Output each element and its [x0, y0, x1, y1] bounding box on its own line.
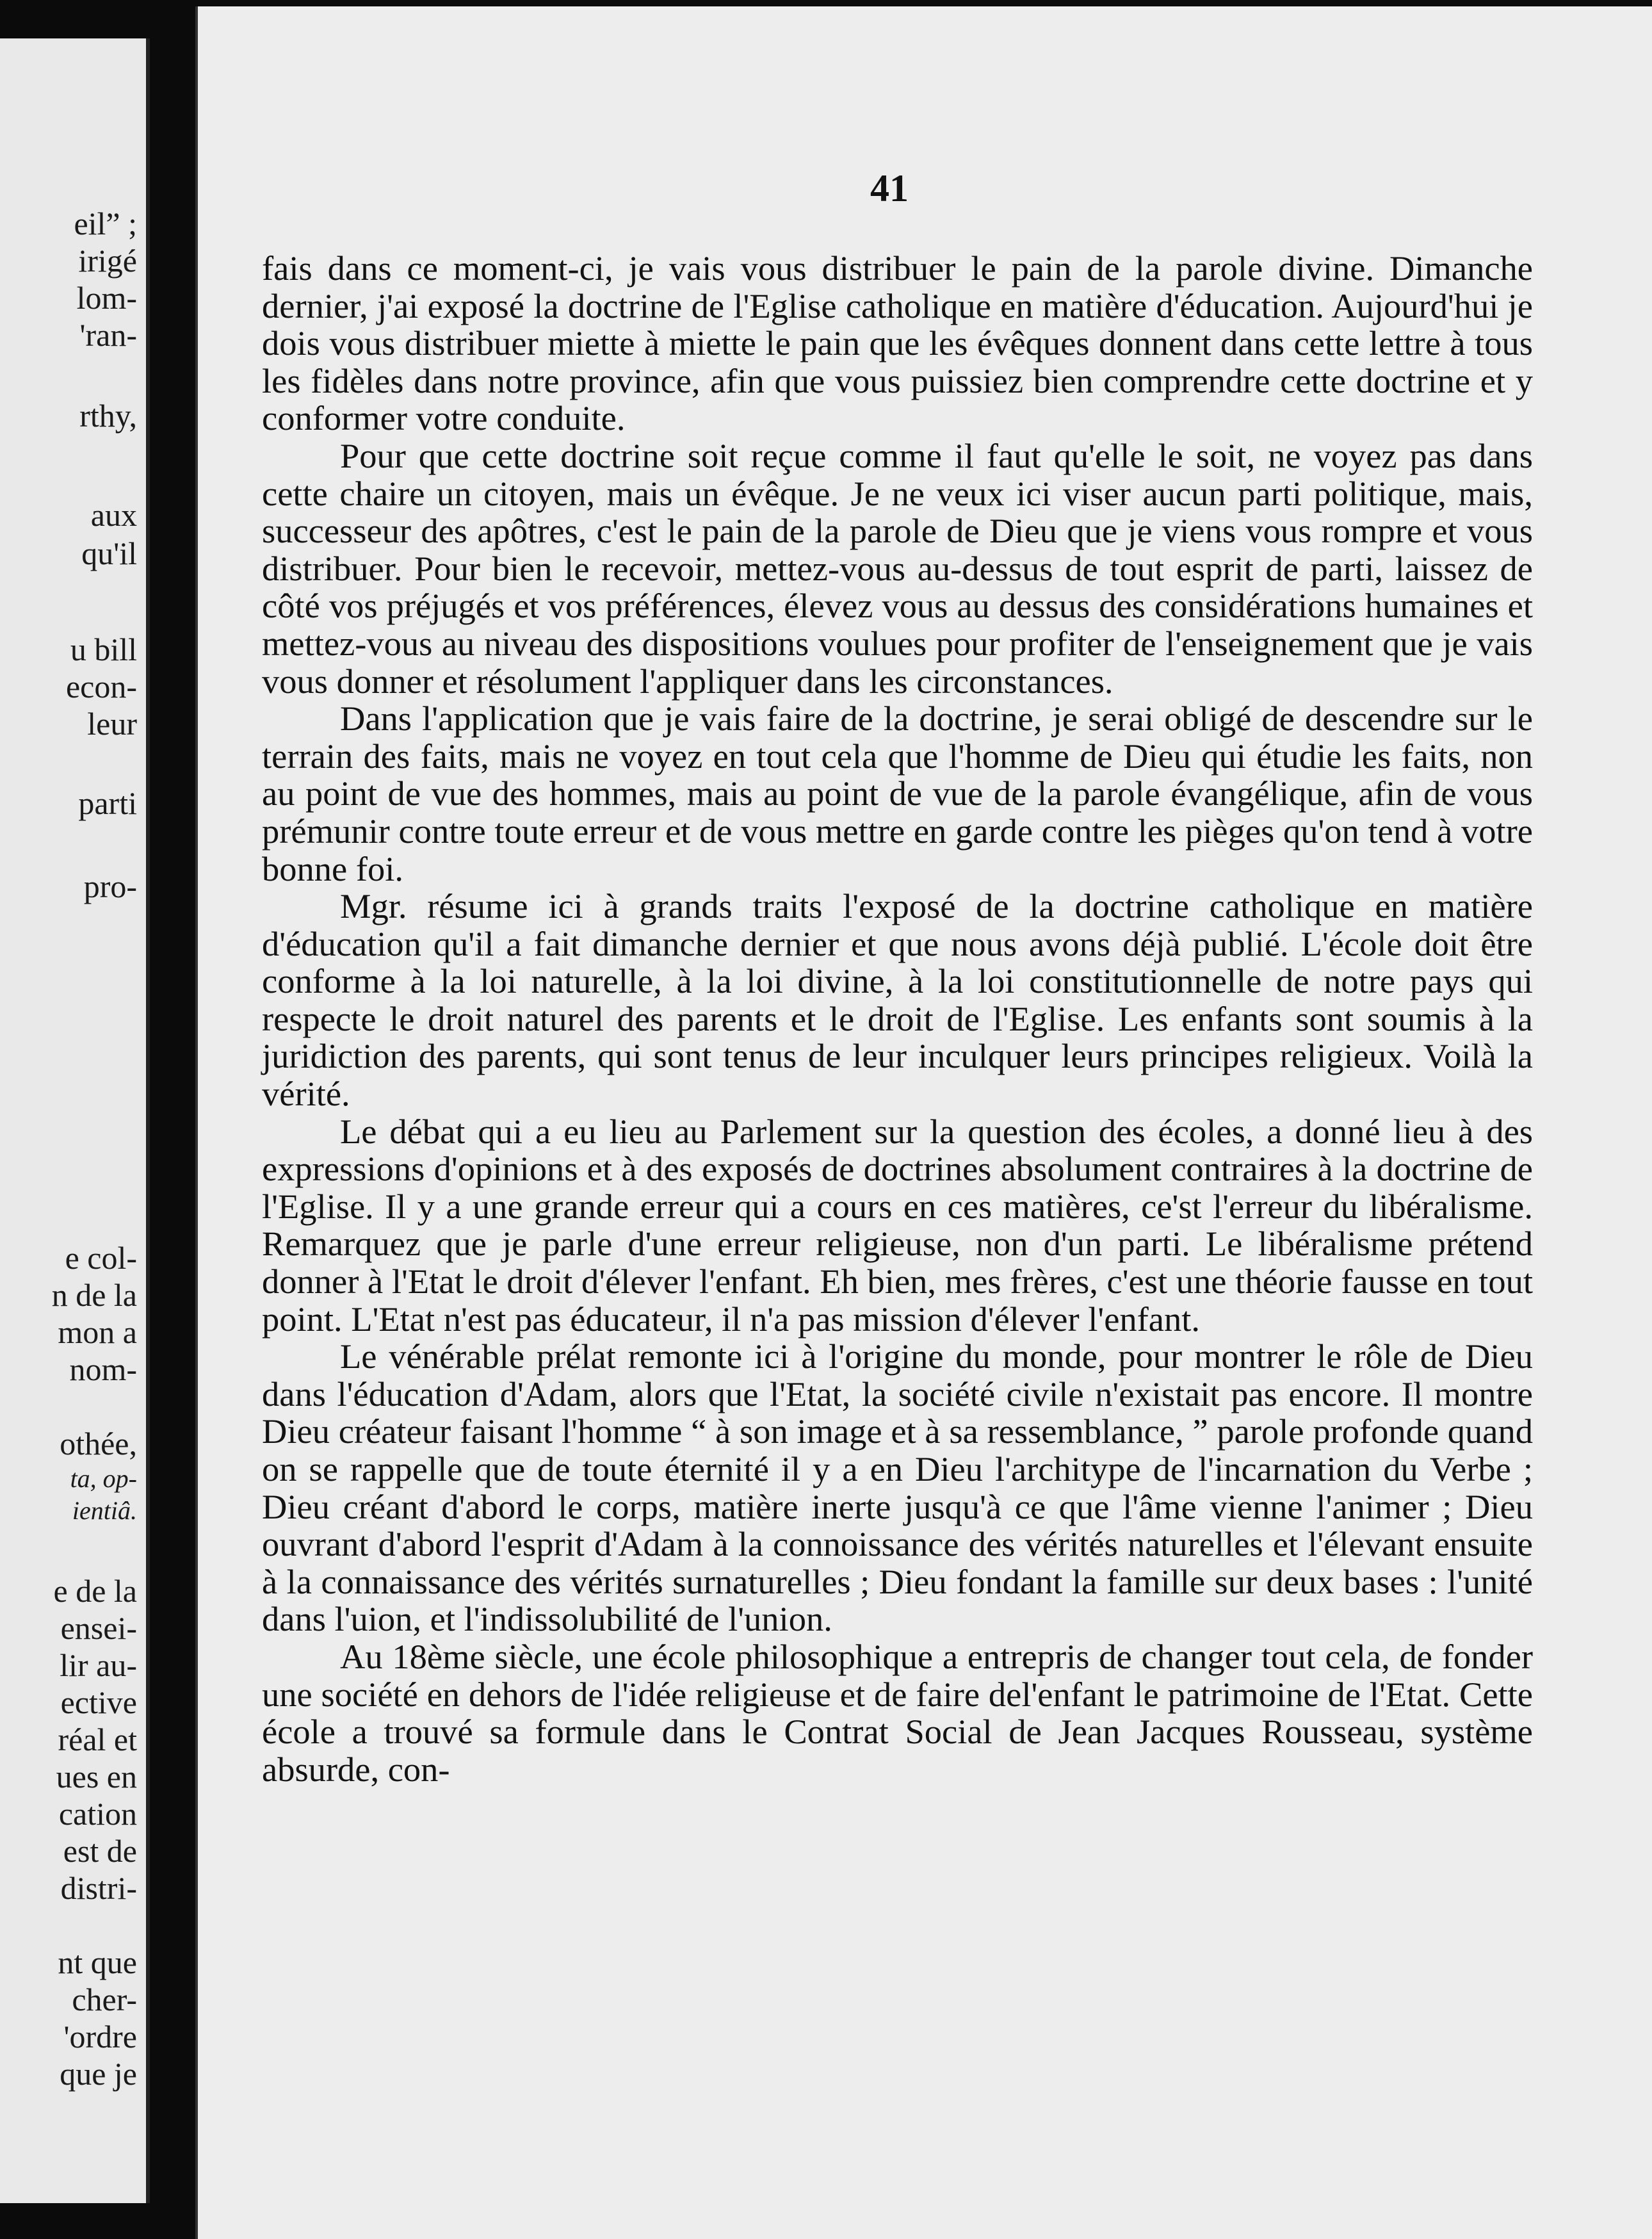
left-page-fragment: leur — [87, 706, 137, 742]
left-page-fragment: othée, — [60, 1426, 137, 1461]
left-page-fragment: lom- — [76, 280, 137, 316]
paragraph: Dans l'application que je vais faire de la doctrine, je serai obligé de descendre sur le terrain des faits, mais ne voyez en tout cela que l'homme de Dieu qui étudie les faits, non au point de vue des hommes, mais au point de vue de la parole évangélique, afin de vous prémunir contre toute erreur et de vous mettre en garde contre les pièges qu'on tend à votre bonne foi. — [262, 699, 1533, 888]
left-page-fragment: 'ran- — [79, 317, 137, 353]
book-page — [195, 6, 1652, 2239]
left-page-fragment: que je — [60, 2056, 137, 2092]
left-page-fragment: est de — [63, 1833, 137, 1869]
left-page-fragment: ective — [60, 1684, 137, 1720]
left-page-edge — [0, 38, 150, 2203]
paragraph: fais dans ce moment-ci, je vais vous distribuer le pain de la parole divine. Dimanche dernier, j'ai exposé la doctrine de l'Eglise catholique en matière d'éducation. Aujourd'hui je dois vous distribuer miette à miette le pain que les évêques donnent dans cette lettre à tous les fidèles dans notre province, afin que vous puissiez bien comprendre cette doctrine et y conformer votre conduite. — [262, 248, 1533, 438]
left-page-fragment: aux — [90, 497, 137, 533]
left-page-fragment: 'ordre — [63, 2019, 137, 2055]
left-page-fragment: distri- — [60, 1870, 137, 1906]
left-page-fragment: rthy, — [79, 398, 137, 434]
paragraph: Le vénérable prélat remonte ici à l'origine du monde, pour montrer le rôle de Dieu dans l'éducation d'Adam, alors que l'Etat, la société civile n'existait pas encore. Il montre Dieu créateur faisant l'homme “ à son image et à sa ressemblance, ” parole profonde quand on se rappelle que de toute éternité il y a en Dieu l'architype de l'incarnation du Verbe ; Dieu créant d'abord le corps, matière inerte jusqu'à ce que l'âme vienne l'animer ; Dieu ouvrant d'abord l'esprit d'Adam à la connoissance des vérités naturelles et l'élevant ensuite à la connaissance des vérités surnaturelles ; Dieu fondant la famille sur deux bases : l'unité dans l'uion, et l'indissolubilité de l'union. — [262, 1337, 1533, 1639]
left-page-fragment: pro- — [83, 868, 137, 904]
left-page-fragment: econ- — [65, 669, 137, 704]
left-page-fragment: n de la — [51, 1277, 137, 1313]
page-number: 41 — [870, 167, 909, 209]
left-page-fragment: u bill — [70, 631, 137, 667]
paragraph: Mgr. résume ici à grands traits l'exposé de la doctrine catholique en matière d'éducation qu'il a fait dimanche dernier et que nous avons déjà publié. L'école doit être conforme à la loi naturelle, à la loi divine, à la loi constitutionnelle de notre pays qui respecte le droit naturel des parents et le droit de l'Eglise. Les enfants sont soumis à la juridiction des parents, qui sont tenus de leur inculquer leurs principes religieux. Voilà la vérité. — [262, 886, 1533, 1114]
left-page-fragment: ientiâ. — [72, 1496, 137, 1525]
left-page-fragment: qu'il — [81, 535, 137, 571]
left-page-fragment: irigé — [78, 243, 137, 279]
left-page-fragment: ues en — [56, 1759, 137, 1795]
left-page-fragment: nom- — [69, 1351, 137, 1387]
left-page-fragment: cher- — [72, 1982, 137, 2017]
left-page-fragment: eil” ; — [74, 206, 137, 241]
body-text — [262, 250, 1533, 1788]
left-page-fragment: mon a — [58, 1314, 137, 1350]
paragraph: Pour que cette doctrine soit reçue comme il faut qu'elle le soit, ne voyez pas dans cette chaire un citoyen, mais un évêque. Je ne veux ici viser aucun parti politique, mais, successeur des apôtres, c'est le pain de la parole de Dieu que je viens vous rompre et vous distribuer. Pour bien le recevoir, mettez-vous au-dessus de tout esprit de parti, laissez de côté vos préjugés et vos préférences, élevez vous au dessus des considérations humaines et mettez-vous au niveau des dispositions voulues pour profiter de l'enseignement que je vais vous donner et résolument l'appliquer dans les circonstances. — [262, 436, 1533, 701]
left-page-fragment: e de la — [53, 1573, 137, 1609]
paragraph: Au 18ème siècle, une école philosophique a entrepris de changer tout cela, de fonder une société en dehors de l'idée religieuse et de faire del'enfant le patrimoine de l'Etat. Cette école a trouvé sa formule dans le Contrat Social de Jean Jacques Rousseau, système absurde, con- — [262, 1636, 1533, 1789]
left-page-fragment: ensei- — [60, 1610, 137, 1646]
left-page-fragment: réal et — [58, 1722, 137, 1757]
left-page-fragment: parti — [78, 785, 137, 821]
left-page-fragment: nt que — [58, 1944, 137, 1980]
left-page-fragment: cation — [58, 1796, 137, 1832]
paragraph: Le débat qui a eu lieu au Parlement sur la question des écoles, a donné lieu à des expressions d'opinions et à des exposés de doctrines absolument contraires à la doctrine de l'Eglise. Il y a une grande erreur qui a cours en ces matières, ce'st l'erreur du libéralisme. Remarquez que je parle d'une erreur religieuse, non d'un parti. Le libéralisme prétend donner à l'Etat le droit d'élever l'enfant. Eh bien, mes frères, c'est une théorie fausse en tout point. L'Etat n'est pas éducateur, il n'a pas mission d'élever l'enfant. — [262, 1111, 1533, 1339]
left-page-fragment: lir au- — [60, 1647, 137, 1683]
left-page-fragment: e col- — [65, 1240, 137, 1276]
left-page-fragment: ta, op- — [70, 1464, 137, 1493]
